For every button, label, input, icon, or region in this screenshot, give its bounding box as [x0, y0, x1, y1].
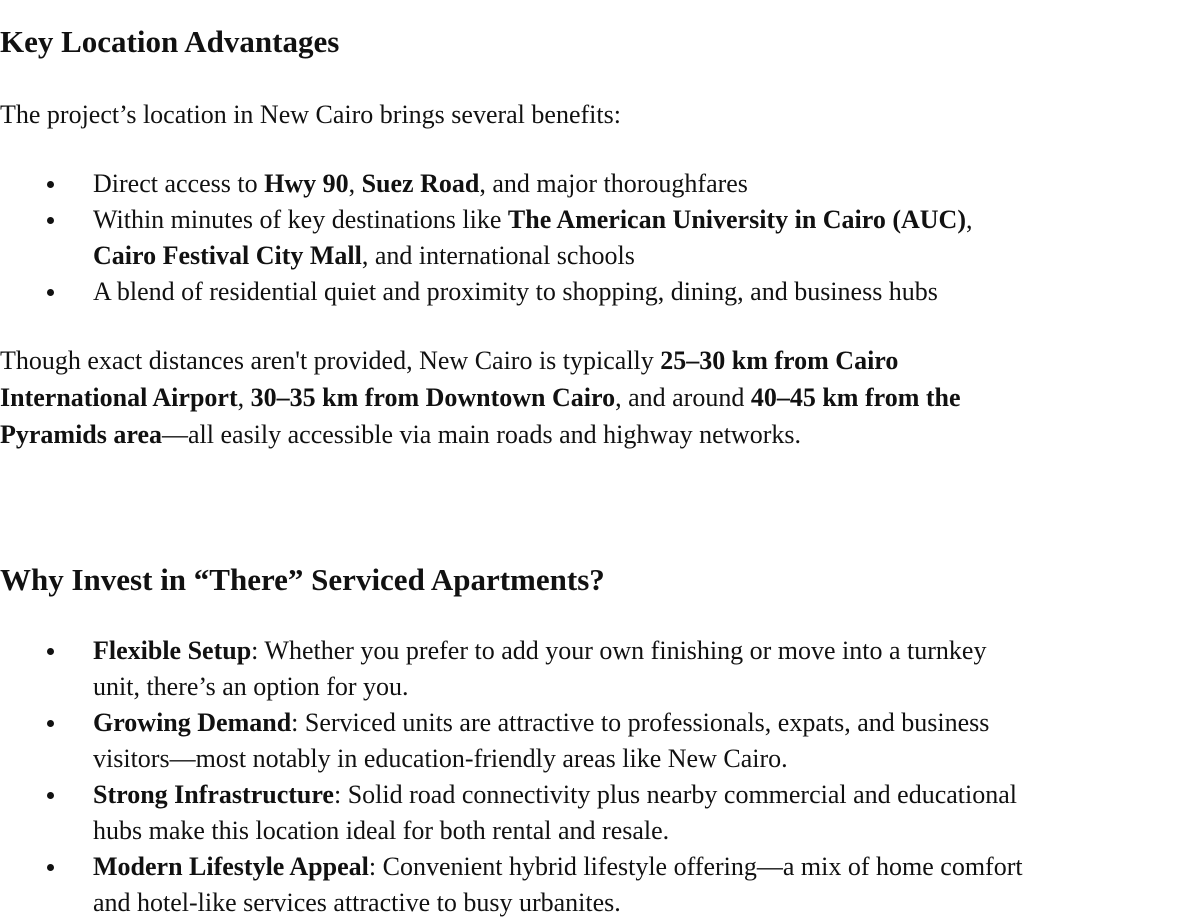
bullet-icon [47, 864, 54, 871]
bold-text: Cairo Festival City Mall [93, 241, 362, 270]
list-item: A blend of residential quiet and proximity to shopping, dining, and business hubs [0, 274, 973, 310]
bold-text: Strong Infrastructure [93, 780, 334, 809]
bold-text: Pyramids area [0, 420, 162, 449]
section-heading-key-location: Key Location Advantages [0, 24, 340, 59]
intro-text: The project’s location in New Cairo brings several benefits: [0, 100, 621, 129]
distances-paragraph: Though exact distances aren't provided, New Cairo is typically 25–30 km from Cairo International Airport, 30–35 km from Downtown Cairo, and around 40–45 km from the Pyramids area—all easily accessible via main roads and highway networks. [0, 346, 961, 449]
bold-text: The American University in Cairo (AUC) [507, 205, 966, 234]
bullet-icon [47, 648, 54, 655]
list-item: Strong Infrastructure: Solid road connectivity plus nearby commercial and educational hubs make this location ideal for both rental and resale. [0, 777, 1023, 849]
bullet-icon [47, 792, 54, 799]
bullet-icon [47, 181, 54, 188]
bold-text: Suez Road [361, 169, 480, 198]
bold-text: Growing Demand [93, 708, 292, 737]
list-item: Flexible Setup: Whether you prefer to add your own finishing or move into a turnkey unit, there’s an option for you. [0, 633, 1023, 705]
list-item: Within minutes of key destinations like The American University in Cairo (AUC), Cairo Festival City Mall, and international schools [0, 202, 973, 274]
list-item: Growing Demand: Serviced units are attractive to professionals, expats, and business visitors—most notably in education-friendly areas like New Cairo. [0, 705, 1023, 777]
section-heading-why-invest: Why Invest in “There” Serviced Apartments? [0, 562, 605, 597]
intro-paragraph [0, 96, 621, 133]
invest-reasons-list [0, 633, 1023, 921]
list-item: Direct access to Hwy 90, Suez Road, and major thoroughfares [0, 166, 973, 202]
list-item: Modern Lifestyle Appeal: Convenient hybrid lifestyle offering—a mix of home comfort and hotel-like services attractive to busy urbanites. [0, 849, 1023, 921]
location-advantages-list [0, 166, 973, 310]
bold-text: Modern Lifestyle Appeal [93, 852, 369, 881]
bullet-icon [47, 720, 54, 727]
bold-text: 30–35 km from Downtown Cairo [250, 383, 616, 412]
bold-text: Flexible Setup [93, 636, 252, 665]
bold-text: Hwy 90 [264, 169, 349, 198]
bullet-icon [47, 217, 54, 224]
bold-text: 40–45 km from the [750, 383, 961, 412]
bold-text: International Airport [0, 383, 238, 412]
bold-text: 25–30 km from Cairo [660, 346, 899, 375]
bullet-icon [47, 289, 54, 296]
